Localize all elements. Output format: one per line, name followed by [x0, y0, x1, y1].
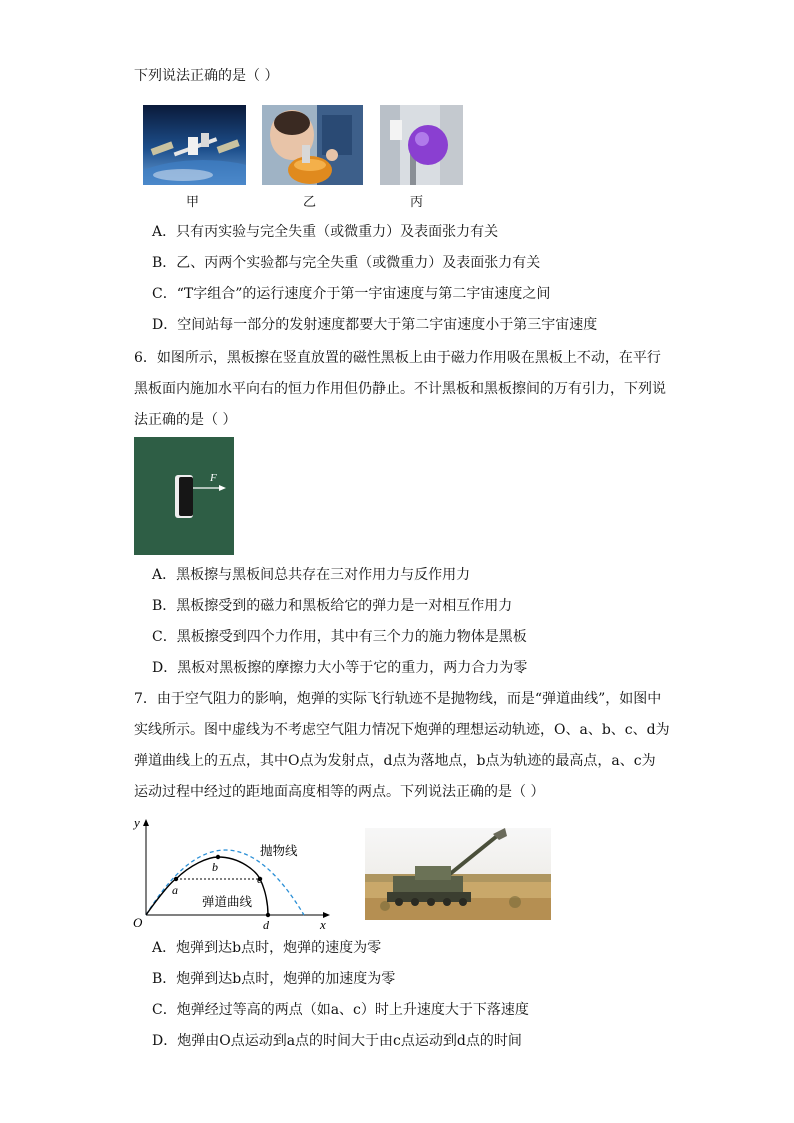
q5-stem: 下列说法正确的是（ ） — [134, 68, 279, 84]
q6-option-c: C．黑板擦受到四个力作用，其中有三个力的施力物体是黑板 — [152, 629, 527, 645]
water-ball-experiment-photo — [380, 105, 463, 185]
caption-bing: 丙 — [410, 195, 424, 210]
label-a: a — [172, 883, 178, 897]
x-axis-label: x — [320, 917, 326, 932]
q5-option-d: D．空间站每一部分的发射速度都要大于第二宇宙速度小于第三宇宙速度 — [152, 317, 598, 333]
q7-option-c: C．炮弹经过等高的两点（如a、c）时上升速度大于下落速度 — [152, 1002, 529, 1018]
label-d: d — [263, 918, 269, 932]
q7-stem-line-4: 运动过程中经过的距地面高度相等的两点。下列说法正确的是（ ） — [134, 784, 545, 800]
q6-stem-line-2: 黑板面内施加水平向右的恒力作用但仍静止。不计黑板和黑板擦间的万有引力，下列说 — [134, 381, 666, 397]
q5-option-b: B．乙、丙两个实验都与完全失重（或微重力）及表面张力有关 — [152, 255, 541, 271]
q7-option-b: B．炮弹到达b点时，炮弹的加速度为零 — [152, 971, 396, 987]
label-b: b — [212, 860, 218, 874]
q6-stem-line-1: 6．如图所示，黑板擦在竖直放置的磁性黑板上由于磁力作用吸在黑板上不动，在平行 — [134, 350, 661, 366]
label-c: c — [257, 872, 263, 886]
point-d — [266, 913, 270, 917]
point-a — [174, 877, 178, 881]
q5-option-c: C．“T字组合”的运行速度介于第一宇宙速度与第二宇宙速度之间 — [152, 286, 551, 302]
q6-option-a: A．黑板擦与黑板间总共存在三对作用力与反作用力 — [152, 567, 471, 583]
trajectory-graph — [130, 815, 340, 935]
ballistic-label: 弹道曲线 — [202, 894, 253, 909]
q7-stem-line-3: 弹道曲线上的五点，其中O点为发射点，d点为落地点，b点为轨迹的最高点，a、c为 — [134, 753, 656, 769]
q5-option-a: A．只有丙实验与完全失重（或微重力）及表面张力有关 — [152, 224, 499, 240]
artillery-photo — [365, 828, 551, 920]
q6-option-d: D．黑板对黑板擦的摩擦力大小等于它的重力，两力合力为零 — [152, 660, 528, 676]
blackboard-figure — [134, 437, 234, 555]
q6-option-b: B．黑板擦受到的磁力和黑板给它的弹力是一对相互作用力 — [152, 598, 513, 614]
caption-jia: 甲 — [186, 195, 200, 210]
parabola-label: 抛物线 — [260, 843, 298, 858]
q7-option-a: A．炮弹到达b点时，炮弹的速度为零 — [152, 940, 382, 956]
origin-label: O — [133, 915, 143, 930]
liquid-bottle-experiment-photo — [262, 105, 363, 185]
caption-yi: 乙 — [303, 195, 317, 210]
q6-stem-line-3: 法正确的是（ ） — [134, 412, 237, 428]
space-station-photo — [143, 105, 246, 185]
q7-stem-line-1: 7．由于空气阻力的影响，炮弹的实际飞行轨迹不是抛物线，而是“弹道曲线”，如图中 — [134, 691, 662, 707]
q7-stem-line-2: 实线所示。图中虚线为不考虑空气阻力情况下炮弹的理想运动轨迹，O、a、b、c、d为 — [134, 722, 670, 738]
point-b — [216, 855, 220, 859]
force-label: F — [210, 472, 217, 484]
y-axis-label: y — [134, 815, 140, 830]
q7-option-d: D．炮弹由O点运动到a点的时间大于由c点运动到d点的时间 — [152, 1033, 522, 1049]
